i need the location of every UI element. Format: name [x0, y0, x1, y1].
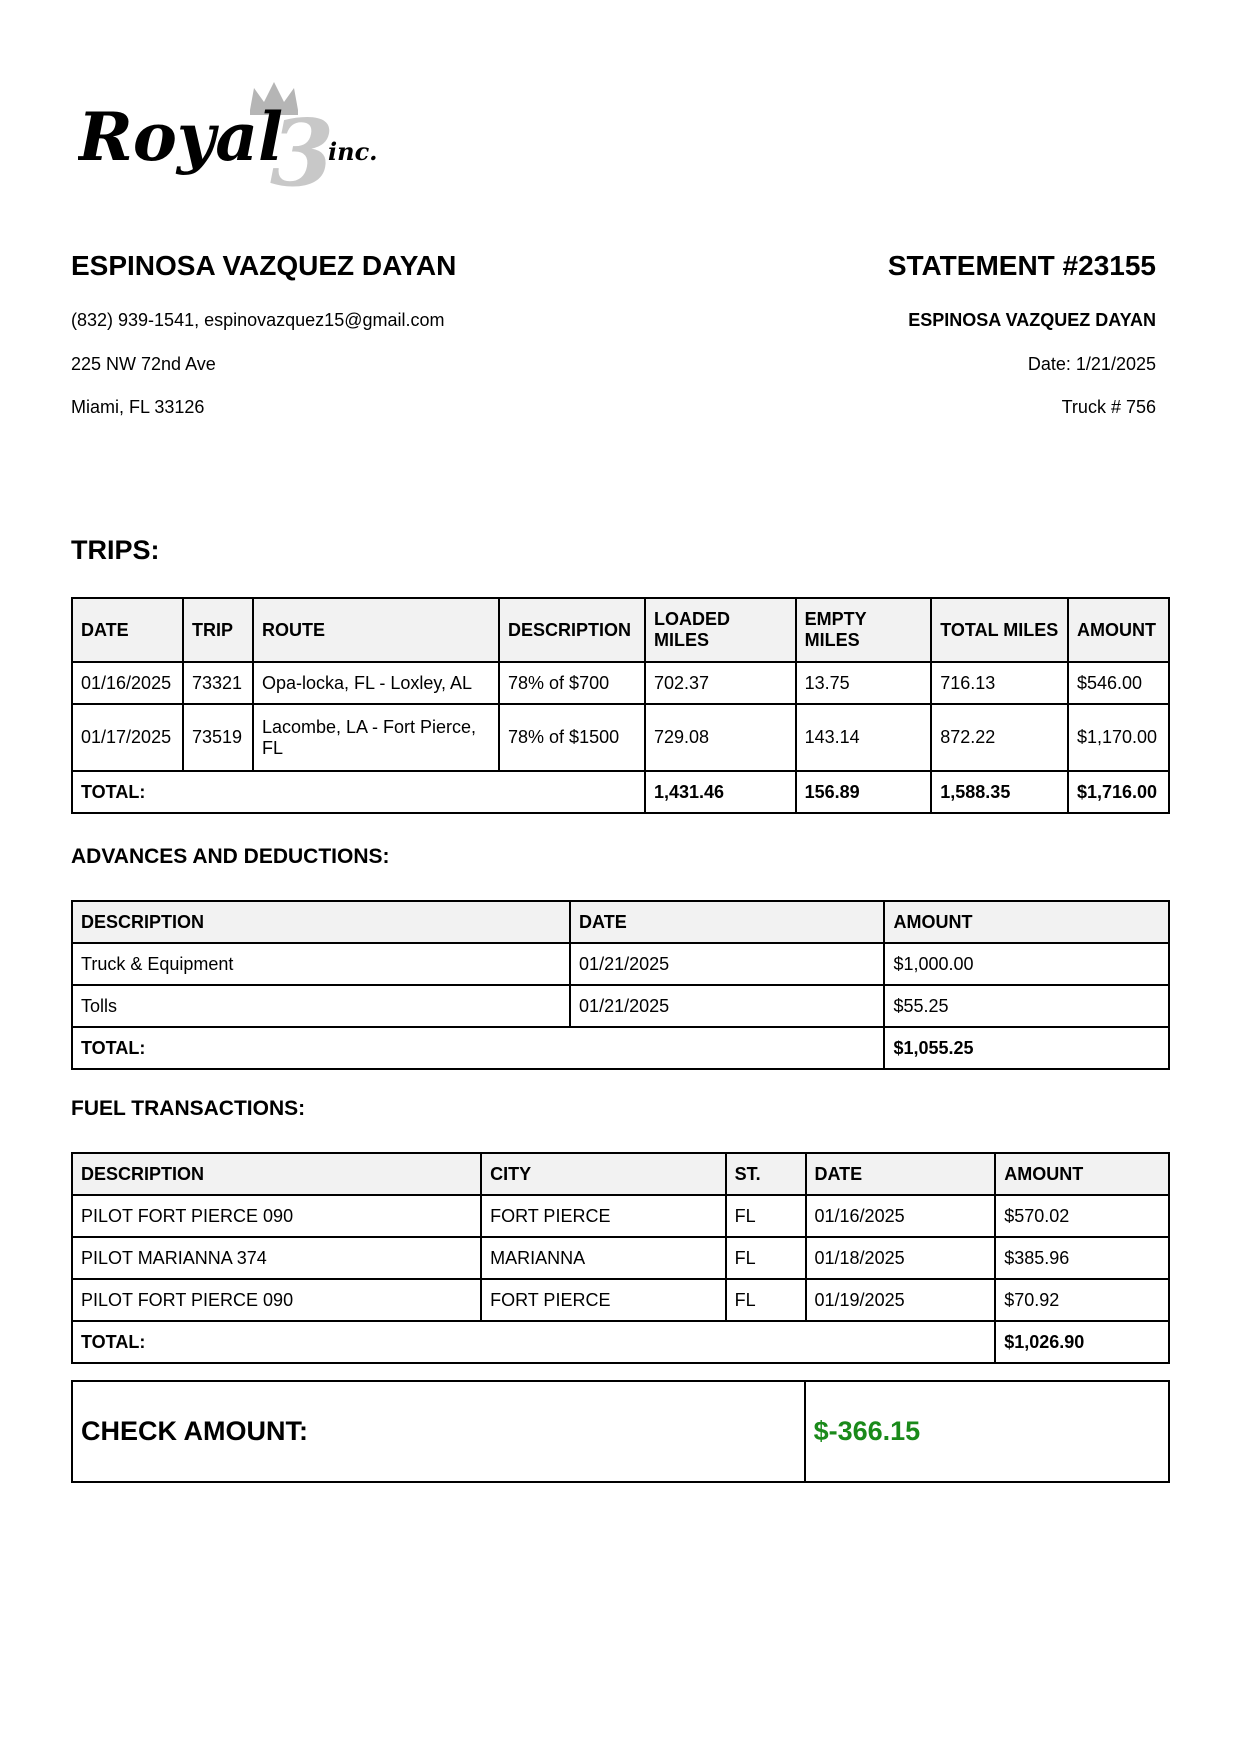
driver-name: ESPINOSA VAZQUEZ DAYAN: [71, 250, 457, 281]
cell: $385.96: [995, 1237, 1169, 1279]
cell: PILOT MARIANNA 374: [72, 1237, 481, 1279]
total-label: TOTAL:: [72, 1321, 995, 1363]
table-row: [72, 985, 1169, 1027]
cell: Truck & Equipment: [72, 943, 570, 985]
col-route: ROUTE: [253, 598, 499, 662]
trips-total-row: [72, 771, 1169, 813]
trips-header-row: [72, 598, 1169, 662]
cell: 143.14: [796, 704, 932, 771]
cell: FORT PIERCE: [481, 1279, 726, 1321]
driver-address-line1: 225 NW 72nd Ave: [71, 354, 216, 374]
cell: 73321: [183, 662, 253, 704]
svg-text:3: 3: [270, 99, 335, 195]
total-miles: 1,588.35: [931, 771, 1068, 813]
total-amount: $1,716.00: [1068, 771, 1169, 813]
cell: $546.00: [1068, 662, 1169, 704]
cell: $1,170.00: [1068, 704, 1169, 771]
col-date: DATE: [570, 901, 884, 943]
cell: 73519: [183, 704, 253, 771]
col-amount: AMOUNT: [995, 1153, 1169, 1195]
col-date: DATE: [806, 1153, 996, 1195]
table-row: [72, 704, 1169, 771]
svg-text:Royal: Royal: [78, 98, 284, 176]
total-amount: $1,026.90: [995, 1321, 1169, 1363]
table-row: [72, 1237, 1169, 1279]
total-empty-miles: 156.89: [796, 771, 932, 813]
cell: 872.22: [931, 704, 1068, 771]
col-empty-miles: EMPTY MILES: [796, 598, 932, 662]
statement-title: STATEMENT #23155: [887, 250, 1156, 281]
cell: FL: [726, 1195, 806, 1237]
col-description: DESCRIPTION: [72, 901, 570, 943]
cell: 01/16/2025: [806, 1195, 996, 1237]
cell: 13.75: [796, 662, 932, 704]
cell: MARIANNA: [481, 1237, 726, 1279]
driver-contact: (832) 939-1541, espinovazquez15@gmail.com: [71, 310, 445, 330]
cell: 702.37: [645, 662, 796, 704]
cell: 01/17/2025: [72, 704, 183, 771]
total-label: TOTAL:: [72, 1027, 884, 1069]
total-loaded-miles: 1,431.46: [645, 771, 796, 813]
col-amount: AMOUNT: [1068, 598, 1169, 662]
fuel-title: FUEL TRANSACTIONS:: [71, 1097, 306, 1120]
cell: 716.13: [931, 662, 1068, 704]
advances-title: ADVANCES AND DEDUCTIONS:: [71, 845, 390, 868]
cell: $70.92: [995, 1279, 1169, 1321]
check-amount-value: $-366.15: [805, 1381, 1169, 1482]
company-logo: [78, 80, 388, 195]
fuel-table: [71, 1152, 1170, 1364]
cell: $1,000.00: [884, 943, 1169, 985]
col-description: DESCRIPTION: [499, 598, 645, 662]
cell: FL: [726, 1237, 806, 1279]
table-row: [72, 1279, 1169, 1321]
advances-total-row: [72, 1027, 1169, 1069]
col-loaded-miles: LOADED MILES: [645, 598, 796, 662]
col-amount: AMOUNT: [884, 901, 1169, 943]
col-city: CITY: [481, 1153, 726, 1195]
statement-truck: Truck # 756: [1061, 397, 1156, 417]
trips-title: TRIPS:: [71, 535, 160, 565]
cell: FORT PIERCE: [481, 1195, 726, 1237]
total-amount: $1,055.25: [884, 1027, 1169, 1069]
table-row: [72, 662, 1169, 704]
cell: Tolls: [72, 985, 570, 1027]
col-state: ST.: [726, 1153, 806, 1195]
fuel-total-row: [72, 1321, 1169, 1363]
cell: Opa-locka, FL - Loxley, AL: [253, 662, 499, 704]
fuel-header-row: [72, 1153, 1169, 1195]
col-trip: TRIP: [183, 598, 253, 662]
cell: PILOT FORT PIERCE 090: [72, 1279, 481, 1321]
col-date: DATE: [72, 598, 183, 662]
cell: 01/18/2025: [806, 1237, 996, 1279]
cell: 78% of $1500: [499, 704, 645, 771]
cell: PILOT FORT PIERCE 090: [72, 1195, 481, 1237]
check-amount-box: [71, 1380, 1170, 1483]
cell: 01/21/2025: [570, 985, 884, 1027]
statement-date: Date: 1/21/2025: [1027, 354, 1156, 374]
col-description: DESCRIPTION: [72, 1153, 481, 1195]
cell: 01/21/2025: [570, 943, 884, 985]
driver-address-line2: Miami, FL 33126: [71, 397, 205, 417]
cell: 729.08: [645, 704, 796, 771]
statement-driver-name: ESPINOSA VAZQUEZ DAYAN: [908, 310, 1156, 330]
advances-header-row: [72, 901, 1169, 943]
advances-table: [71, 900, 1170, 1070]
svg-text:inc.: inc.: [328, 137, 378, 166]
check-amount-label: CHECK AMOUNT:: [72, 1381, 805, 1482]
cell: $570.02: [995, 1195, 1169, 1237]
total-label: TOTAL:: [72, 771, 645, 813]
cell: $55.25: [884, 985, 1169, 1027]
col-total-miles: TOTAL MILES: [931, 598, 1068, 662]
cell: FL: [726, 1279, 806, 1321]
trips-table: [71, 597, 1170, 814]
table-row: [72, 943, 1169, 985]
cell: 01/16/2025: [72, 662, 183, 704]
cell: 78% of $700: [499, 662, 645, 704]
cell: Lacombe, LA - Fort Pierce, FL: [253, 704, 499, 771]
cell: 01/19/2025: [806, 1279, 996, 1321]
table-row: [72, 1195, 1169, 1237]
